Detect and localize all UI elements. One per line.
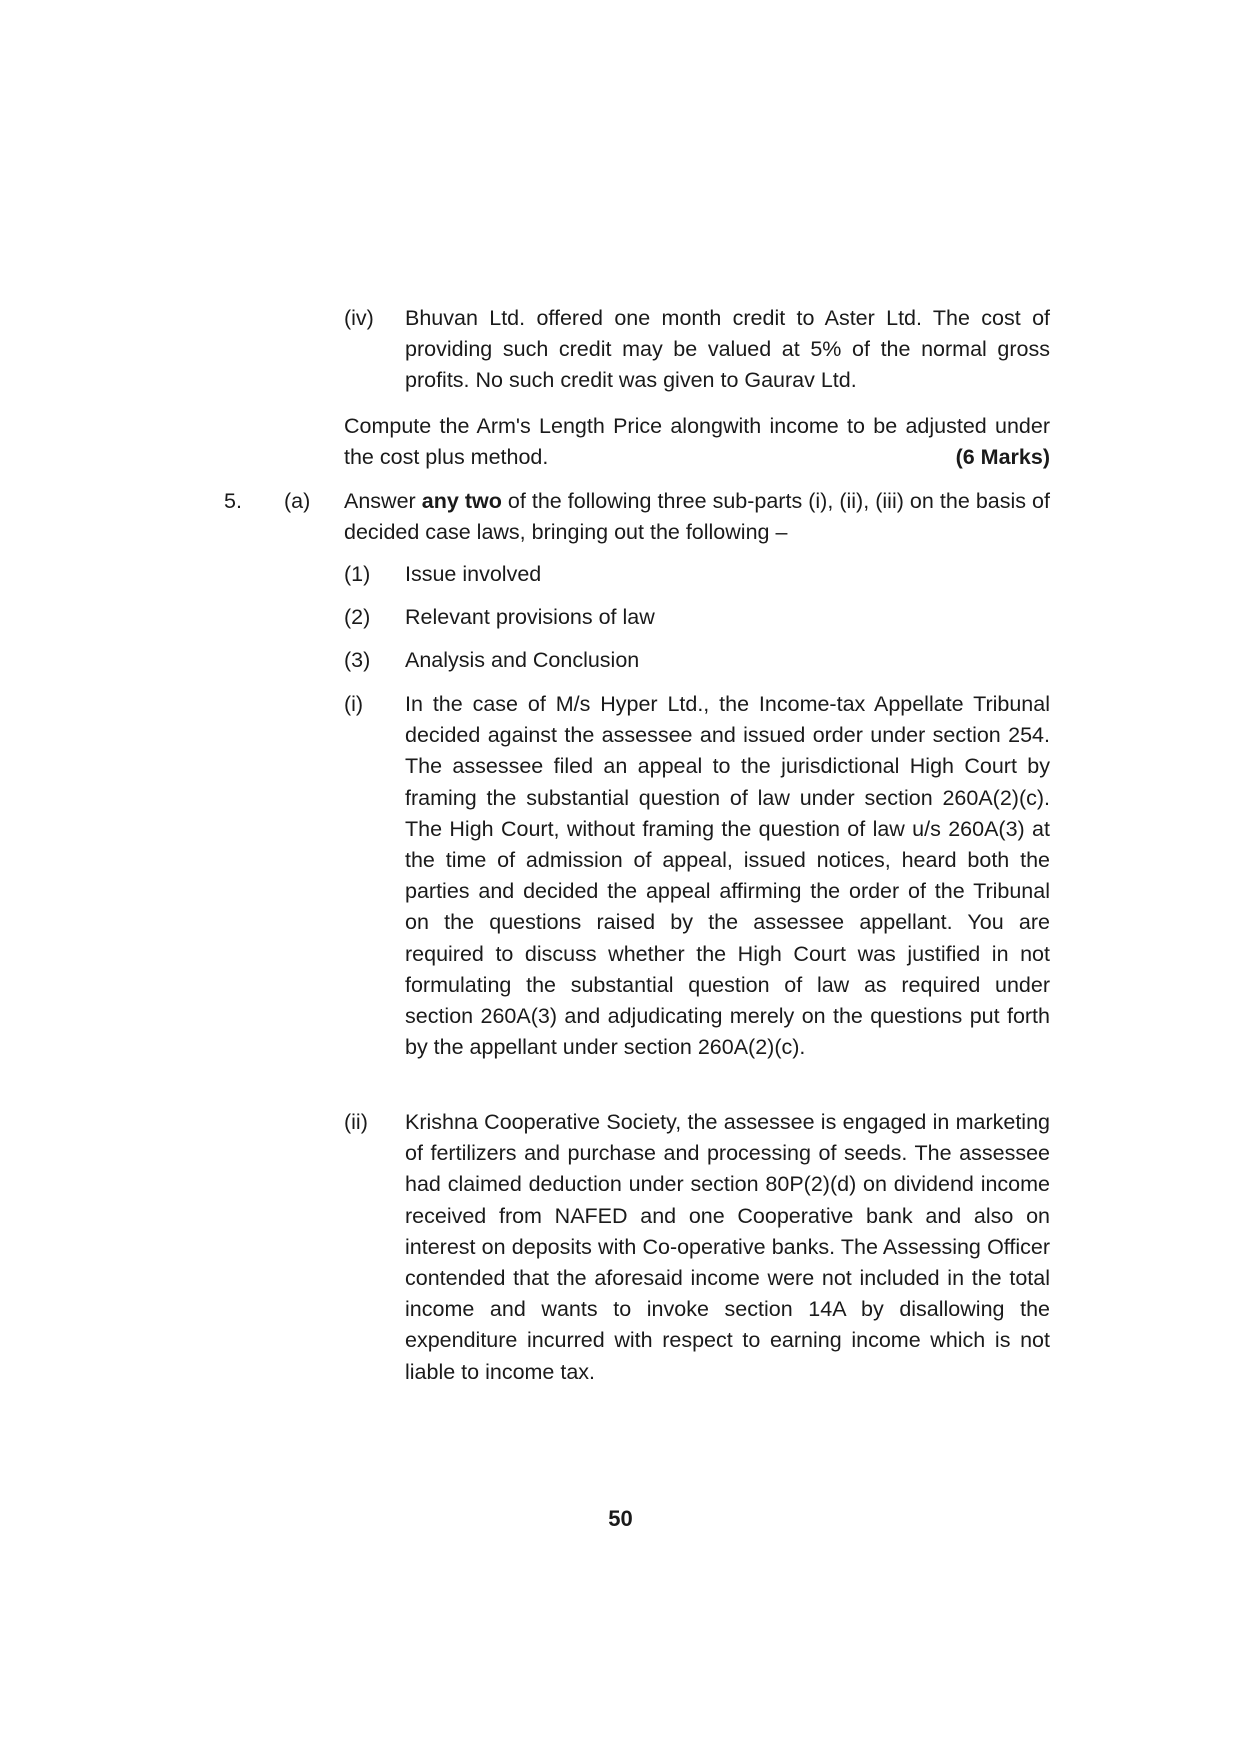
marks-label: (6 Marks) xyxy=(955,445,1050,470)
item-iv-text: Bhuvan Ltd. offered one month credit to Aster Ltd. The cost of providing such credit may be valued at 5% of the normal gross profits. No such credit was given to Gaurav Ltd. xyxy=(405,306,1050,393)
part-ii-number: (ii) xyxy=(344,1110,368,1134)
intro-post: of the following three sub-parts (i), (ii), (iii) on the basis of decided case laws, bringing out the following – xyxy=(344,489,1050,545)
question-number: 5. xyxy=(224,489,242,513)
part-i-number: (i) xyxy=(344,692,364,716)
intro-pre: Answer xyxy=(344,489,422,513)
point-1-text: Issue involved xyxy=(405,562,542,586)
page-number: 50 xyxy=(608,1506,633,1531)
point-2-text: Relevant provisions of law xyxy=(405,605,655,629)
point-3-text: Analysis and Conclusion xyxy=(405,648,640,672)
question-intro xyxy=(344,486,1050,548)
point-2-number: (2) xyxy=(344,605,371,629)
intro-bold: any two xyxy=(421,489,502,513)
point-3-number: (3) xyxy=(344,648,371,672)
compute-text: Compute the Arm's Length Price alongwith income to be adjusted under the cost plus method. xyxy=(344,414,1050,470)
part-ii-text: Krishna Cooperative Society, the assessee is engaged in marketing of fertilizers and purchase and processing of seeds. The assessee had claimed deduction under section 80P(2)(d) on dividend income received from NAFED and one Cooperative bank and also on interest on deposits with Co-operative banks. The Assessing Officer contended that the aforesaid income were not included in the total income and wants to invoke section 14A by disallowing the expenditure incurred with respect to earning income which is not liable to income tax. xyxy=(405,1110,1050,1384)
compute-instruction xyxy=(344,411,1050,473)
item-iv-number: (iv) xyxy=(344,306,374,330)
part-i-text: In the case of M/s Hyper Ltd., the Income-tax Appellate Tribunal decided against the assessee and issued order under section 254. The assessee filed an appeal to the jurisdictional High Court by framing the substantial question of law under section 260A(2)(c). The High Court, without framing the question of law u/s 260A(3) at the time of admission of appeal, issued notices, heard both the parties and decided the appeal affirming the order of the Tribunal on the questions raised by the assessee appellant. You are required to discuss whether the High Court was justified in not formulating the substantial question of law as required under section 260A(3) and adjudicating merely on the questions put forth by the appellant under section 260A(2)(c). xyxy=(405,692,1050,1060)
question-sub-label: (a) xyxy=(284,489,311,513)
point-1-number: (1) xyxy=(344,562,371,586)
